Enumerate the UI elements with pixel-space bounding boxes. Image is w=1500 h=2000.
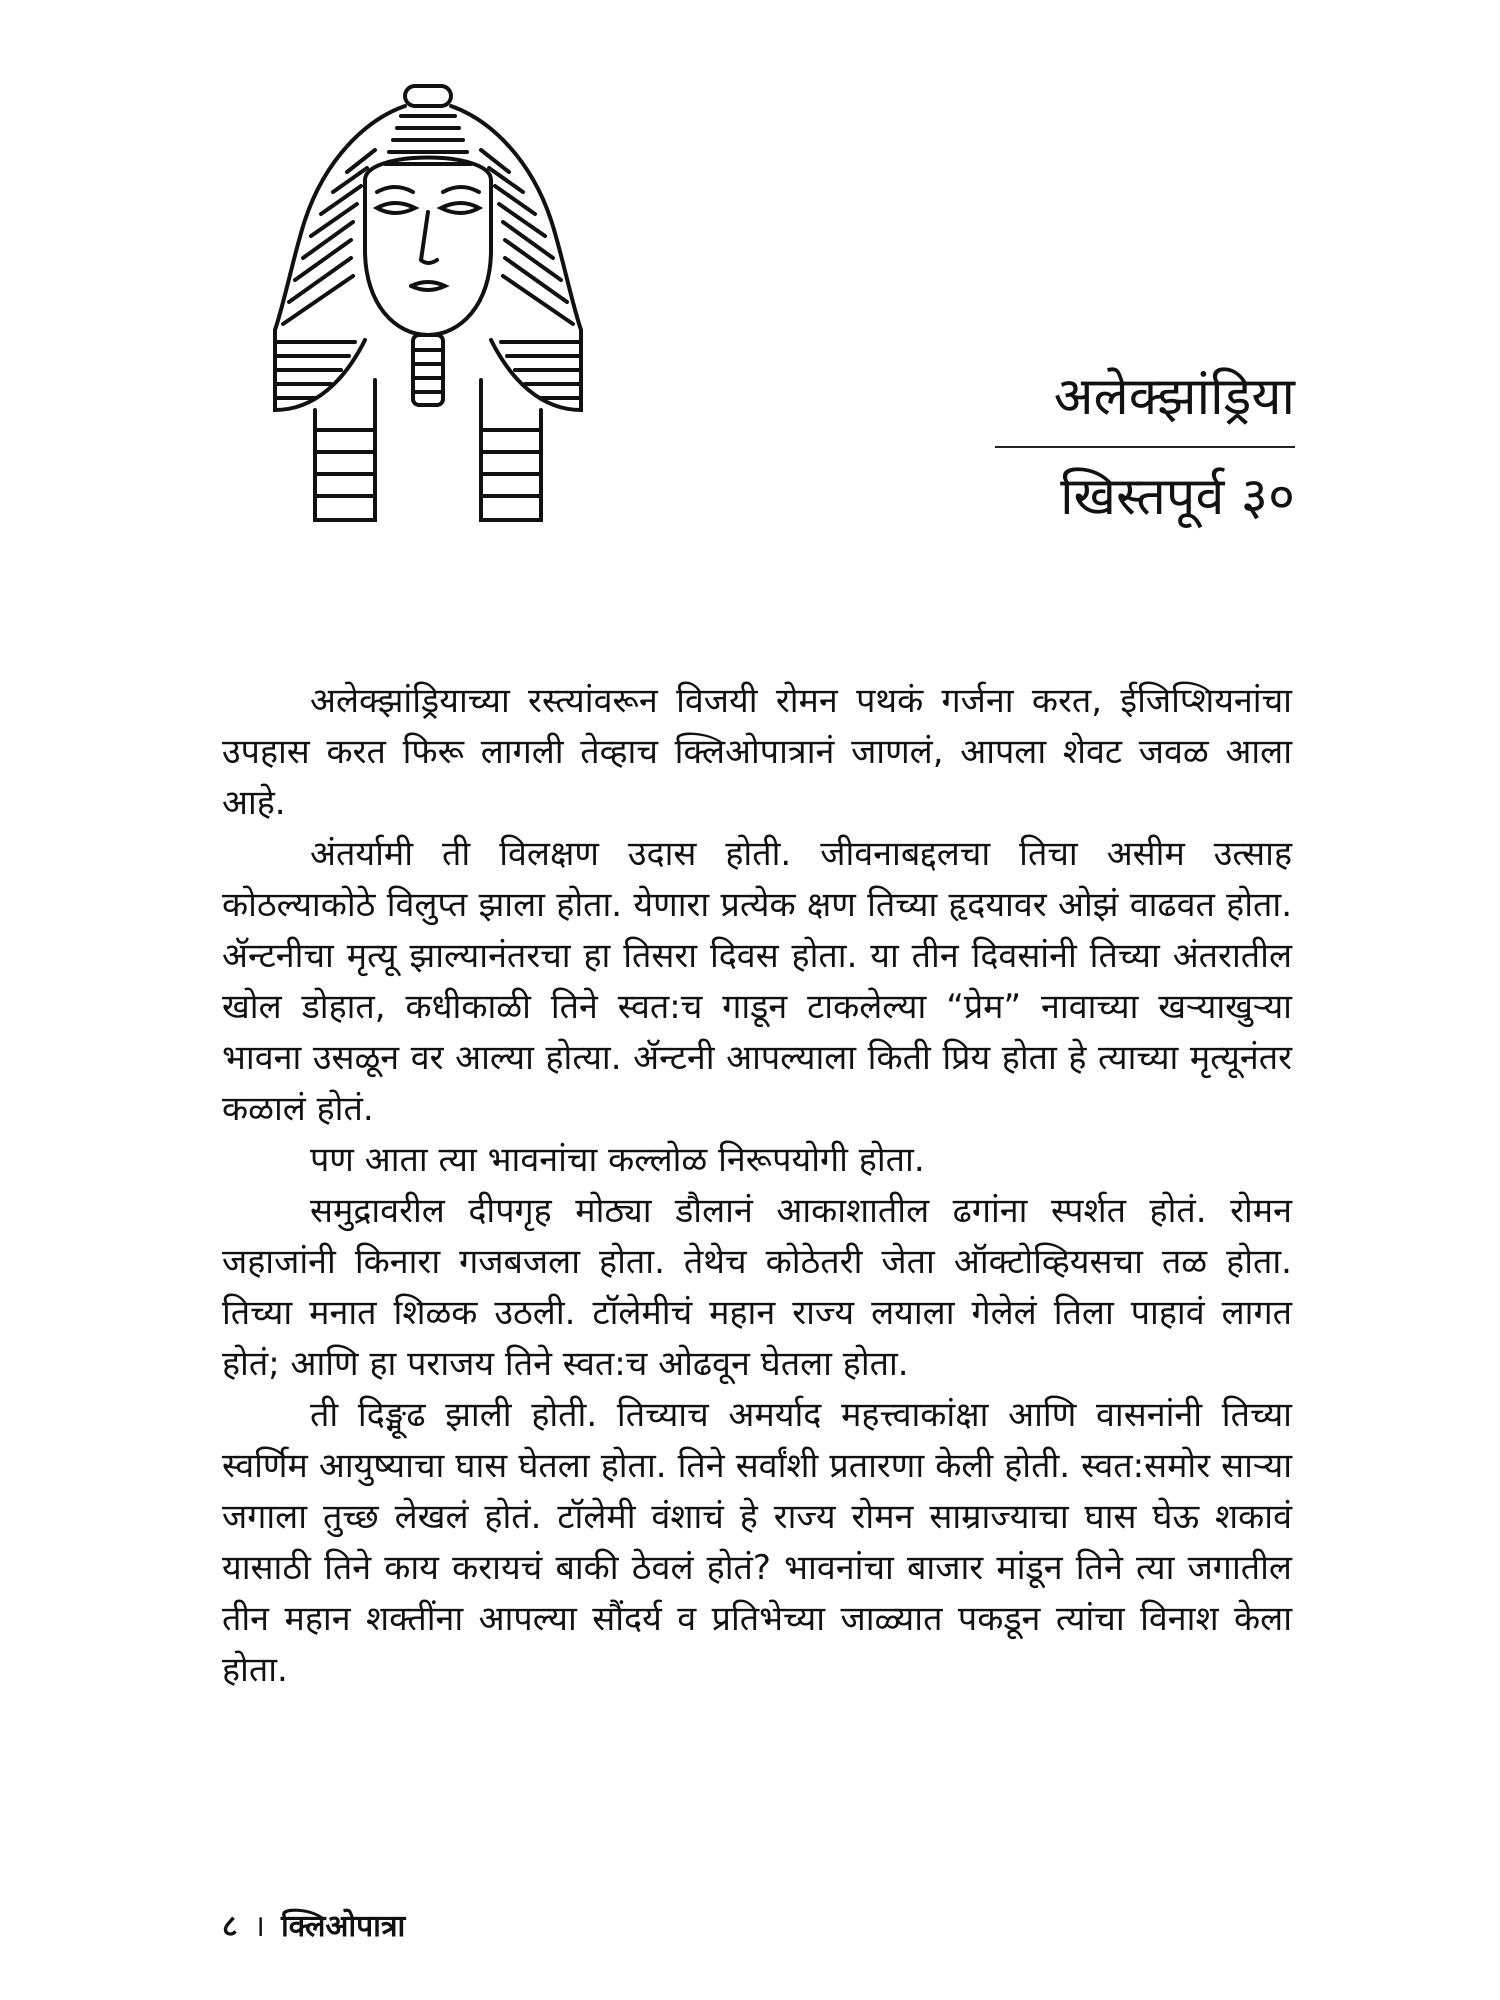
paragraph: समुद्रावरील दीपगृह मोठ्या डौलानं आकाशातील ढगांना स्पर्शत होतं. रोमन जहाजांनी किनारा गजबजला होता. तेथेच कोठेतरी जेता ऑक्टोव्हियसचा तळ होता. तिच्या मनात शिळक उठली. टॉलेमीचं महान राज्य लयाला गेलेलं तिला पाहावं लागत होतं; आणि हा पराजय तिने स्वत:च ओढवून घेतला होता. [222, 1191, 1292, 1384]
collar-stripes [315, 430, 541, 496]
chapter-era: खिस्तपूर्व ३० [1060, 467, 1295, 527]
paragraph: अलेक्झांड्रियाच्या रस्त्यांवरून विजयी रोमन पथकं गर्जना करत, ईजिप्शियनांचा उपहास करत फिरू लागली तेव्हाच क्लिओपात्रानं जाणलं, आपला शेवट जवळ आला आहे. [222, 681, 1292, 823]
right-lappet-stripes [501, 342, 579, 398]
page-number: ८ [222, 1909, 238, 1944]
face-outline [365, 158, 491, 336]
beard [413, 335, 443, 405]
footer-separator: । [253, 1909, 265, 1944]
chapter-body [222, 676, 1292, 1696]
chapter-heading [995, 362, 1295, 532]
right-eyebrow [443, 187, 479, 192]
paragraph: पण आता त्या भावनांचा कल्लोळ निरूपयोगी होता. [310, 1140, 925, 1180]
paragraph: अंतर्यामी ती विलक्षण उदास होती. जीवनाबद्दलचा तिचा असीम उत्साह कोठल्याकोठे विलुप्त झाला होता. येणारा प्रत्येक क्षण तिच्या हृदयावर ओझं वाढवत होता. ॲन्टनीचा मृत्यू झाल्यानंतरचा हा तिसरा दिवस होता. या तीन दिवसांनी तिच्या अंतरातील खोल डोहात, कधीकाळी तिने स्वत:च गाडून टाकलेल्या “प्रेम” नावाच्या खऱ्याखुऱ्या भावना उसळून वर आल्या होत्या. ॲन्टनी आपल्याला किती प्रिय होता हे त्याच्या मृत्यूनंतर कळालं होतं. [222, 834, 1292, 1129]
crown-knob [405, 86, 451, 106]
left-eye [377, 203, 415, 213]
page-footer [222, 1904, 405, 1945]
headdress-left-stripes [283, 150, 375, 324]
left-eyebrow [377, 187, 413, 192]
mouth [411, 282, 445, 290]
book-title: क्लिओपात्रा [280, 1909, 406, 1944]
pharaoh-mask-illustration [255, 80, 610, 540]
chapter-place: अलेक्झांड्रिया [1053, 367, 1295, 427]
paragraph: ती दिङ्मूढ झाली होती. तिच्याच अमर्याद महत्त्वाकांक्षा आणि वासनांनी तिच्या स्वर्णिम आयुष्याचा घास घेतला होता. तिने सर्वांशी प्रतारणा केली होती. स्वत:समोर साऱ्या जगाला तुच्छ लेखलं होतं. टॉलेमी वंशाचं हे राज्य रोमन साम्राज्याचा घास घेऊ शकावं यासाठी तिने काय करायचं बाकी ठेवलं होतं? भावनांचा बाजार मांडून तिने त्या जगातील तीन महान शक्तींना आपल्या सौंदर्य व प्रतिभेच्या जाळ्यात पकडून त्यांचा विनाश केला होता. [222, 1395, 1292, 1690]
heading-divider [995, 446, 1295, 448]
left-lappet-stripes [277, 342, 355, 398]
headdress-right-stripes [481, 150, 573, 324]
nose [421, 212, 437, 263]
right-eye [441, 203, 479, 213]
